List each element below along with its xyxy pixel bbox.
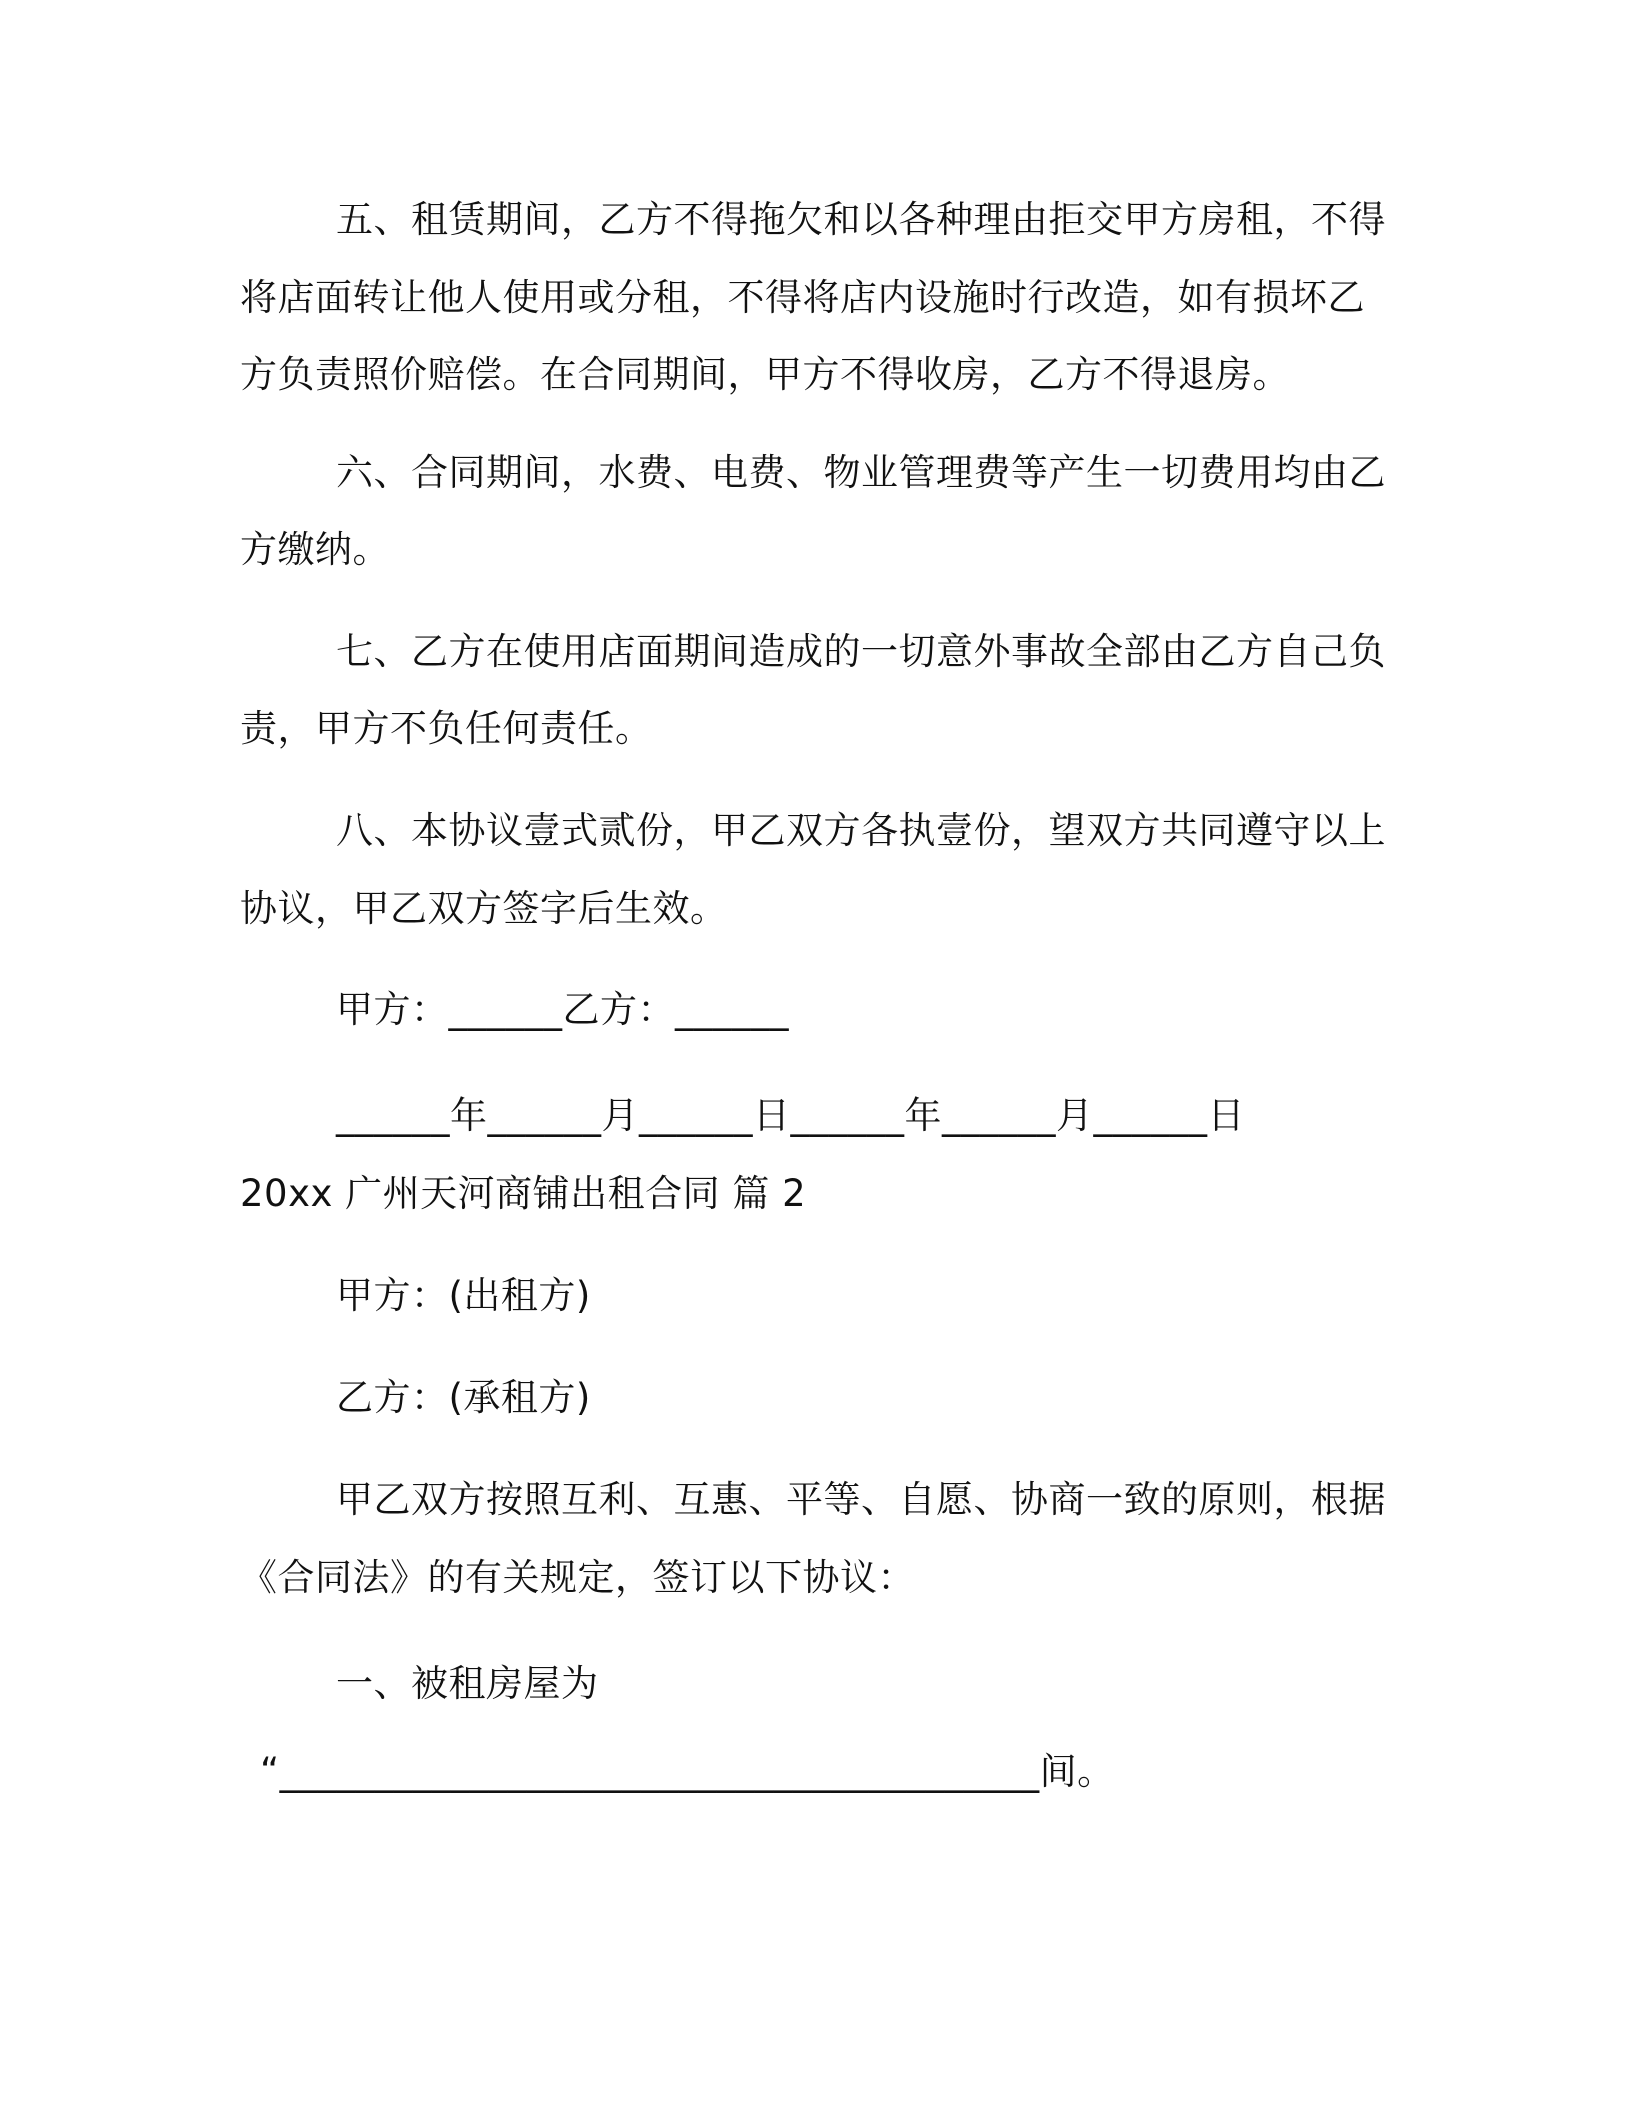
clause-8-line-2: 协议，甲乙双方签字后生效。 [240, 887, 728, 930]
clause-7-line-1: 七、乙方在使用店面期间造成的一切意外事故全部由乙方自己负 [336, 630, 1386, 673]
party-b-line: 乙方：(承租方) [336, 1376, 591, 1419]
preamble-line-1: 甲乙双方按照互利、互惠、平等、自愿、协商一致的原则，根据 [336, 1478, 1386, 1521]
party-a-line: 甲方：(出租方) [336, 1274, 591, 1317]
section-title: 20xx 广州天河商铺出租合同 篇 2 [240, 1172, 807, 1215]
clause-5-line-3: 方负责照价赔偿。在合同期间，甲方不得收房，乙方不得退房。 [240, 353, 1290, 396]
clause-6-line-2: 方缴纳。 [240, 528, 390, 571]
clause-5-line-1: 五、租赁期间，乙方不得拖欠和以各种理由拒交甲方房租，不得 [336, 198, 1386, 241]
date-line: ______年______月______日______年______月______日 [336, 1094, 1245, 1137]
clause-1-line-2: “________________________________________间。 [260, 1750, 1115, 1793]
clause-6-line-1: 六、合同期间，水费、电费、物业管理费等产生一切费用均由乙 [336, 451, 1386, 494]
clause-7-line-2: 责，甲方不负任何责任。 [240, 707, 653, 750]
preamble-line-2: 《合同法》的有关规定，签订以下协议： [240, 1556, 915, 1599]
clause-5-line-2: 将店面转让他人使用或分租，不得将店内设施时行改造，如有损坏乙 [240, 276, 1365, 319]
clause-1-line-1: 一、被租房屋为 [336, 1662, 599, 1705]
clause-8-line-1: 八、本协议壹式贰份，甲乙双方各执壹份，望双方共同遵守以上 [336, 809, 1386, 852]
signature-line: 甲方：______乙方：______ [336, 988, 789, 1031]
